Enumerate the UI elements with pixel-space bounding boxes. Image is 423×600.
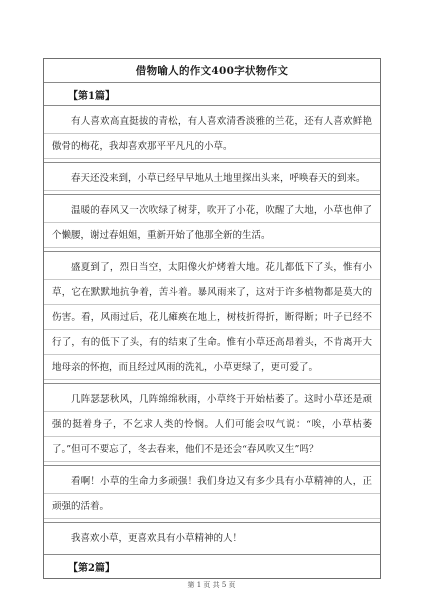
- section-heading-1: 【第1篇】: [44, 83, 380, 106]
- paragraph-2: 春天还没来到，小草已经早早地从土地里探出头来，呼唤春天的到来。: [44, 163, 380, 195]
- paragraph-3: 温暖的春风又一次吹绿了树芽，吹开了小花，吹醒了大地，小草也伸了个懒腰，谢过春姐姐，重新开始了他那全新的生活。: [44, 195, 380, 252]
- paragraph-6: 看啊！小草的生命力多顽强！我们身边又有多少具有小草精神的人，正顽强的活着。: [44, 466, 380, 523]
- essay-title: 借物喻人的作文400字状物作文: [44, 59, 380, 83]
- paragraph-7: 我喜欢小草，更喜欢具有小草精神的人！: [44, 523, 380, 555]
- paragraph-4: 盛夏到了，烈日当空，太阳像火炉烤着大地。花儿都低下了头，惟有小草，它在默默地抗争着，苦斗着。暴风雨来了，这对于许多植物都是莫大的伤害。看，风雨过后，花儿瘫痪在地上，树枝折得折，断得断；叶子已经不行了，有的低下了头，有的结束了生命。惟有小草还高昂着头，不肯离开大地母亲的怀抱，而且经过风雨的洗礼，小草更绿了，更可爱了。: [44, 252, 380, 384]
- paragraph-1: 有人喜欢高直挺拔的青松，有人喜欢清香淡雅的兰花，还有人喜欢鲜艳傲骨的梅花，我却喜欢那平平凡凡的小草。: [44, 106, 380, 163]
- essay-table: [43, 58, 381, 579]
- paragraph-5: 几阵瑟瑟秋风，几阵绵绵秋雨，小草终于开始枯萎了。这时小草还是顽强的挺着身子，不乞求人类的怜悯。人们可能会叹气说：“唉，小草枯萎了。”但可不要忘了，冬去春来，他们不是还会“春风吹又生”吗？: [44, 384, 380, 466]
- section-heading-2: 【第2篇】: [68, 563, 115, 574]
- page-footer: 第 1 页 共 5 页: [187, 581, 236, 589]
